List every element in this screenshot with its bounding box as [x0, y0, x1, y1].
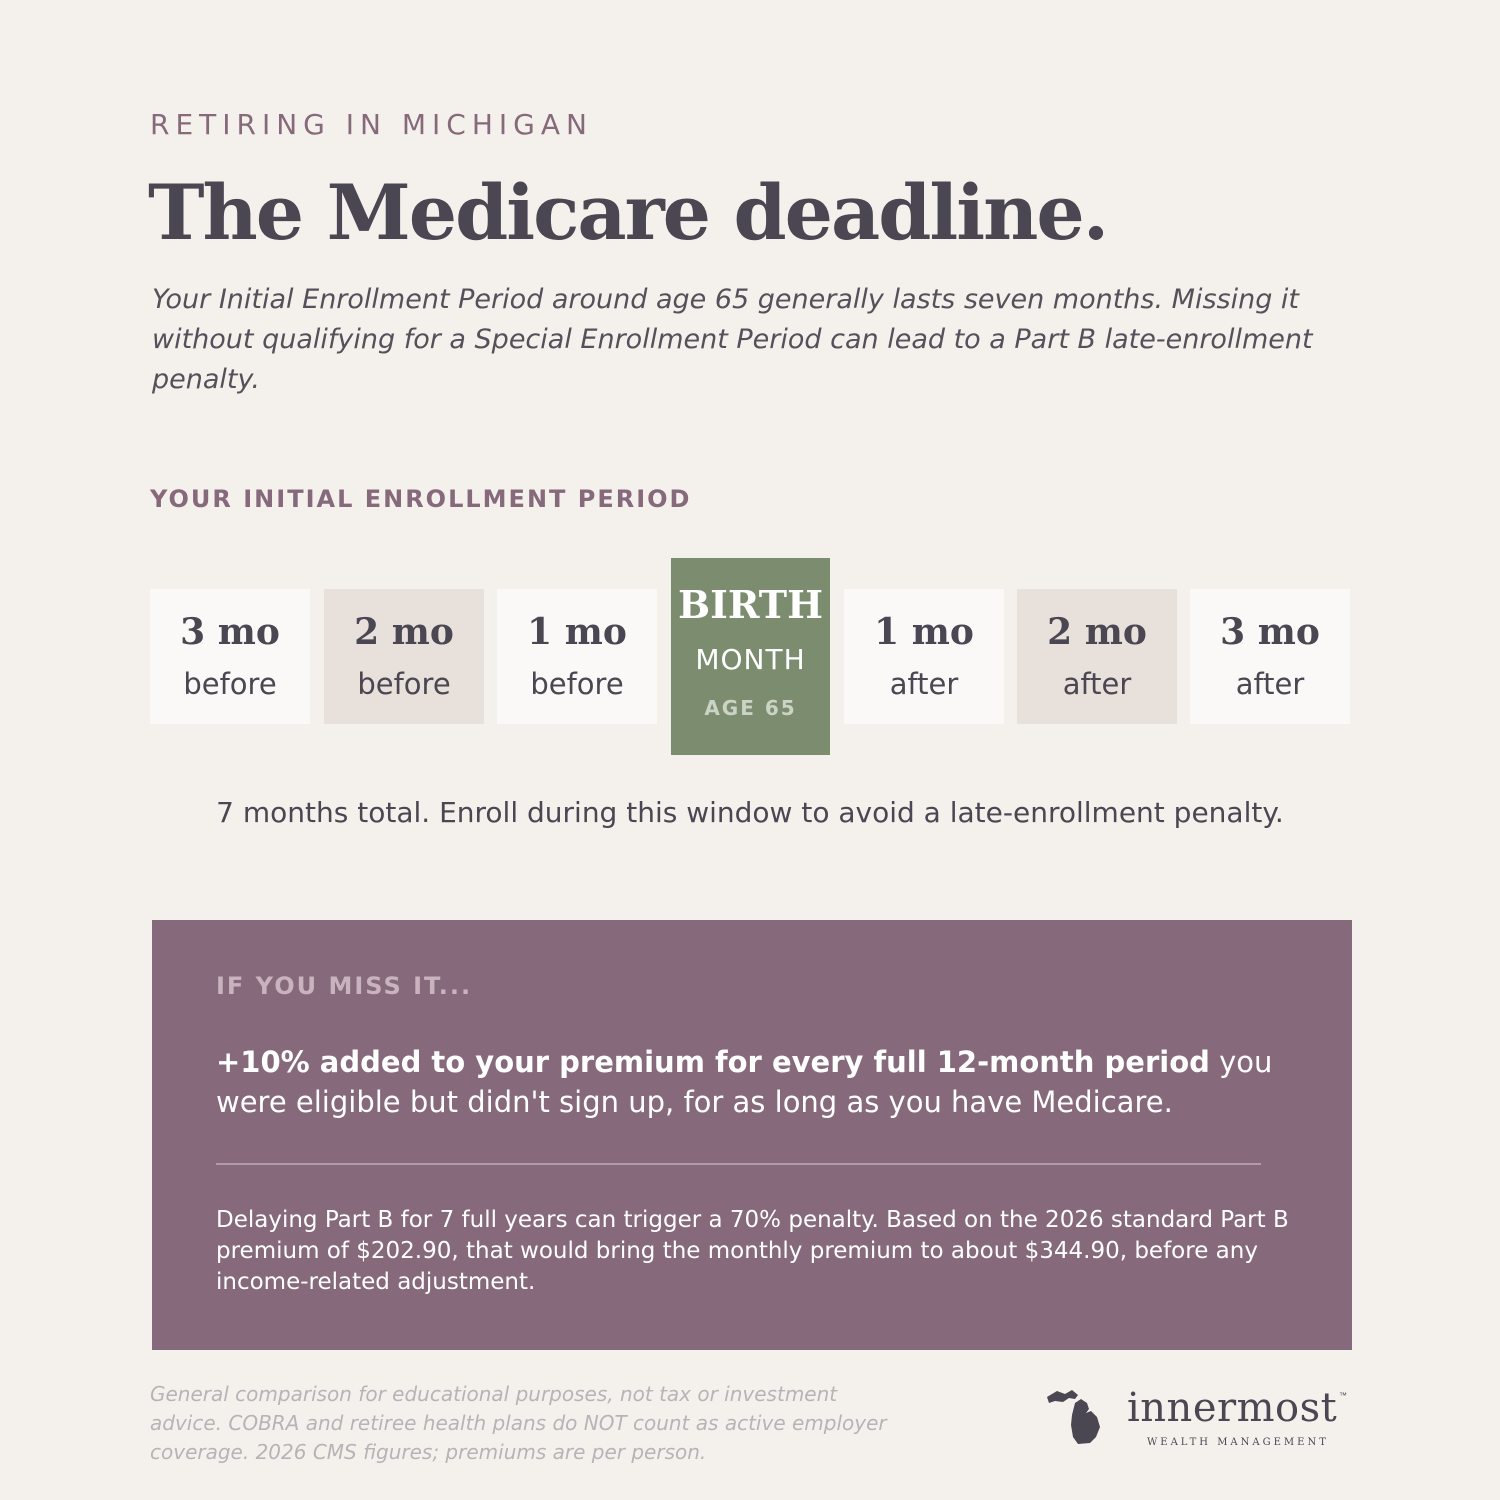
month-count: 2 mo	[1047, 611, 1147, 653]
intro-text: Your Initial Enrollment Period around age 65 generally lasts seven months. Missing it without qualifying for a Special Enrollment Period can lead to a Part B late-enrollment penalty.	[152, 284, 1313, 395]
month-count: 3 mo	[180, 611, 280, 653]
penalty-main-rest: you were eligible but didn't sign up, for as long as you have Medicare.	[216, 1045, 1273, 1119]
month-count: 3 mo	[1220, 611, 1320, 653]
month-count: 1 mo	[874, 611, 974, 653]
month-3-after	[1190, 589, 1350, 724]
window-note: 7 months total. Enroll during this window to avoid a late-enrollment penalty.	[216, 796, 1284, 829]
month-label: MONTH	[695, 643, 806, 676]
month-1-before	[497, 589, 657, 724]
month-relation: after	[1062, 667, 1132, 701]
penalty-detail: Delaying Part B for 7 full years can trigger a 70% penalty. Based on the 2026 standard Part B premium of $202.90, that would bring the monthly premium to about $344.90, before any income-related adjustment.	[216, 1207, 1289, 1295]
page-title: The Medicare deadline.	[148, 168, 1108, 257]
month-count: 2 mo	[354, 611, 454, 653]
brand-subtitle: WEALTH MANAGEMENT	[1147, 1437, 1329, 1448]
age-label: AGE 65	[704, 696, 797, 720]
enrollment-timeline	[150, 558, 1350, 758]
month-3-before	[150, 589, 310, 724]
divider	[216, 1163, 1261, 1165]
month-count: 1 mo	[527, 611, 627, 653]
birth-month-block	[671, 558, 830, 755]
trademark: ™	[1339, 1391, 1347, 1400]
month-relation: after	[1235, 667, 1305, 701]
birth-label: BIRTH	[678, 582, 823, 627]
month-relation: before	[183, 667, 277, 701]
brand-name: innermost	[1127, 1385, 1338, 1431]
month-2-after	[1017, 589, 1177, 724]
month-2-before	[324, 589, 484, 724]
eyebrow: RETIRING IN MICHIGAN	[150, 108, 593, 141]
brand-logo	[1045, 1385, 1355, 1455]
month-1-after	[844, 589, 1004, 724]
penalty-main	[216, 1042, 1296, 1122]
penalty-box	[152, 920, 1352, 1350]
month-relation: before	[530, 667, 624, 701]
month-relation: after	[889, 667, 959, 701]
disclaimer: General comparison for educational purposes, not tax or investment advice. COBRA and retiree health plans do NOT count as active employer coverage. 2026 CMS figures; premiums are per person.	[150, 1382, 887, 1464]
michigan-map-icon	[1045, 1385, 1105, 1445]
penalty-label: IF YOU MISS IT...	[216, 972, 473, 1000]
section-label: YOUR INITIAL ENROLLMENT PERIOD	[150, 485, 692, 513]
month-relation: before	[357, 667, 451, 701]
penalty-main-bold: +10% added to your premium for every full 12-month period	[216, 1045, 1210, 1079]
